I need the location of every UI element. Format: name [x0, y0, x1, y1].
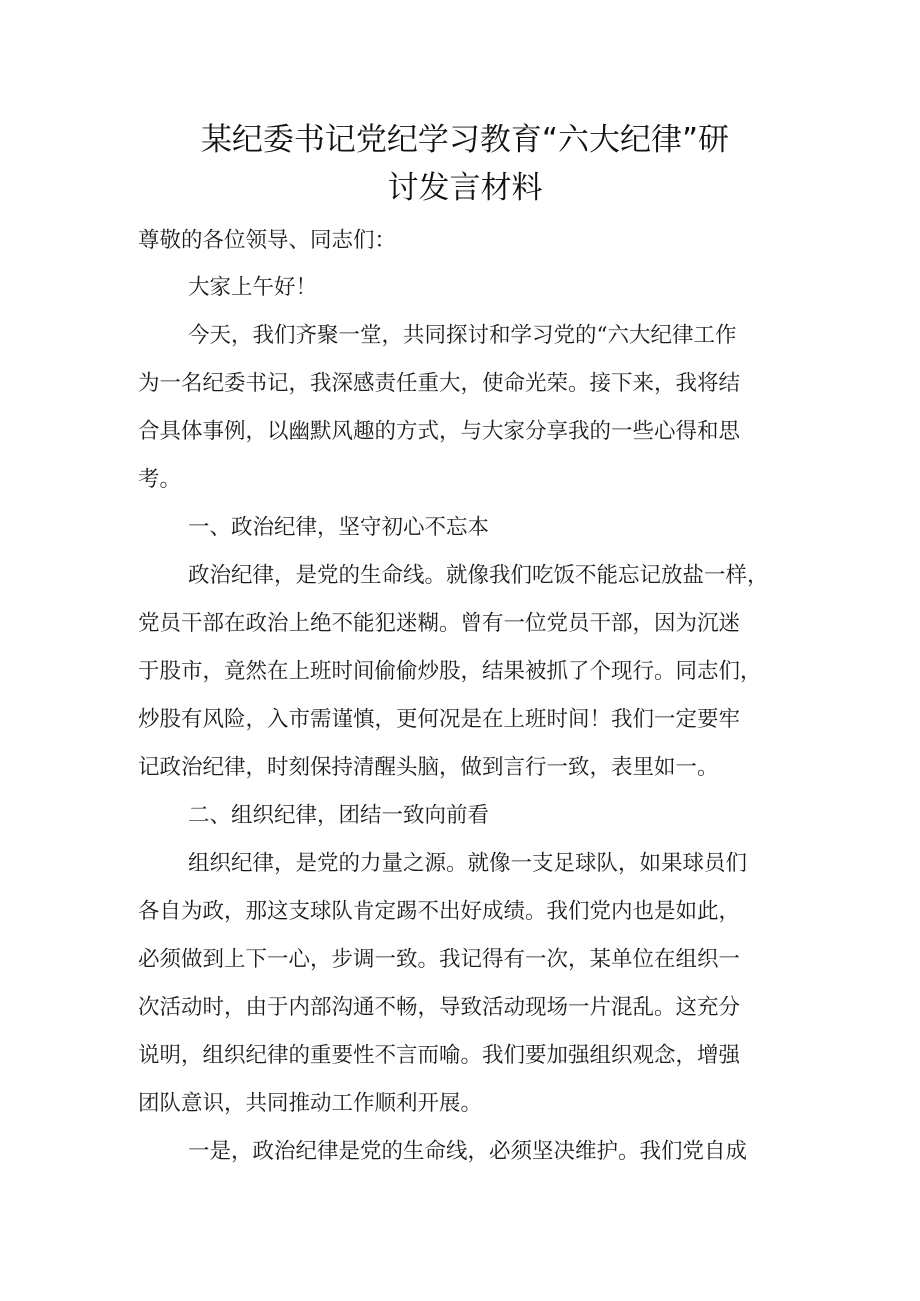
- body-line-text: 说明，组织纪律的重要性不言而喻。我们要加强组织观念，增强: [138, 1043, 741, 1068]
- body-line-text: 于股市，竟然在上班时间偷偷炒股，结果被抓了个现行。同志们，: [138, 659, 762, 684]
- body-line: [0, 1084, 920, 1124]
- body-line-text: 一是，政治纪律是党的生命线，必须坚决维护。我们党自成: [188, 1139, 748, 1164]
- section-heading-1: [0, 508, 920, 548]
- section-heading-text: 一、政治纪律，坚守初心不忘本: [188, 515, 490, 540]
- salutation-line: [0, 221, 920, 261]
- body-line: [0, 364, 920, 404]
- body-line-text: 炒股有风险，入市需谨慎，更何况是在上班时间！我们一定要牢: [138, 707, 741, 732]
- body-line: [0, 892, 920, 932]
- body-line: [0, 604, 920, 644]
- body-line-text: 为一名纪委书记，我深感责任重大，使命光荣。接下来，我将结: [138, 371, 741, 396]
- body-line-text: 政治纪律，是党的生命线。就像我们吃饭不能忘记放盐一样，: [188, 563, 769, 588]
- document-title-line-2: 讨发言材料: [387, 170, 543, 206]
- section-heading-2: [0, 796, 920, 836]
- body-line-text: 团队意识，共同推动工作顺利开展。: [138, 1091, 483, 1116]
- body-line: [0, 412, 920, 452]
- document-title-line-1: 某纪委书记党纪学习教育“六大纪律”研: [200, 122, 730, 158]
- body-line: [0, 748, 920, 788]
- body-line: [0, 652, 920, 692]
- body-line-text: 记政治纪律，时刻保持清醒头脑，做到言行一致，表里如一。: [138, 755, 719, 780]
- body-line-text: 必须做到上下一心，步调一致。我记得有一次，某单位在组织一: [138, 947, 741, 972]
- body-line-text: 次活动时，由于内部沟通不畅，导致活动现场一片混乱。这充分: [138, 995, 741, 1020]
- body-line: [0, 460, 920, 500]
- section-heading-text: 二、组织纪律，团结一致向前看: [188, 803, 490, 828]
- body-line: [0, 940, 920, 980]
- body-line: [0, 556, 920, 596]
- greeting-text: 大家上午好！: [188, 275, 318, 300]
- body-line-text: 党员干部在政治上绝不能犯迷糊。曾有一位党员干部，因为沉迷: [138, 611, 741, 636]
- greeting-line: [0, 268, 920, 308]
- body-line: [0, 844, 920, 884]
- body-line-text: 组织纪律，是党的力量之源。就像一支足球队，如果球员们: [188, 851, 748, 876]
- body-line-text: 各自为政，那这支球队肯定踢不出好成绩。我们党内也是如此，: [138, 899, 741, 924]
- body-line: [0, 1132, 920, 1172]
- body-line: [0, 988, 920, 1028]
- body-line: [0, 316, 920, 356]
- body-line-text: 考。: [138, 467, 182, 492]
- body-line-text: 今天，我们齐聚一堂，共同探讨和学习党的“六大纪律工作: [188, 323, 737, 348]
- body-line: [0, 1036, 920, 1076]
- body-line: [0, 700, 920, 740]
- body-line-text: 合具体事例，以幽默风趣的方式，与大家分享我的一些心得和思: [138, 419, 741, 444]
- salutation-text: 尊敬的各位领导、同志们：: [138, 228, 397, 253]
